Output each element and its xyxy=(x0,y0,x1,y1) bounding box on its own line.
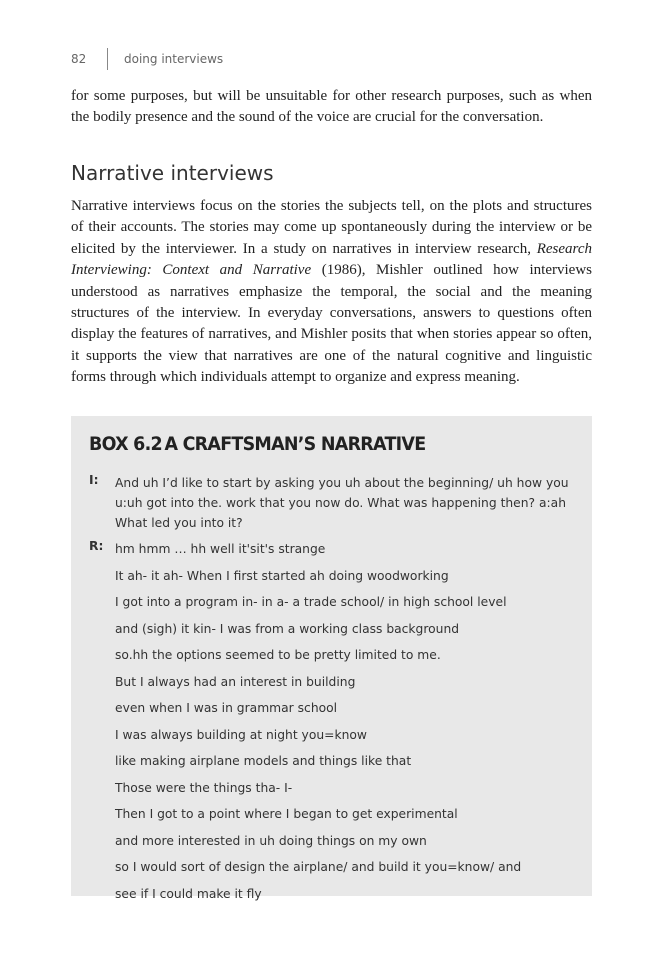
transcript-line: I got into a program in- in a- a trade school/ in high school level xyxy=(115,595,507,609)
transcript-line: hm hmm … hh well it'sit's strange xyxy=(115,542,326,556)
running-header xyxy=(71,48,223,70)
page-number: 82 xyxy=(71,52,87,66)
paragraph-text-start: Narrative interviews focus on the stories the subjects tell, on the plots and structures of their accounts. The stories may come up spontaneously during the interview or be elicited by the interviewer. In a study on narratives in interview research, xyxy=(71,198,592,257)
respondent-lines xyxy=(115,539,521,910)
running-title: doing interviews xyxy=(124,52,224,66)
transcript-line: see if I could make it fly xyxy=(115,886,262,901)
transcript-line: so I would sort of design the airplane/ and build it you=know/ and xyxy=(115,860,522,874)
transcript-line: It ah- it ah- When I first started ah doing woodworking xyxy=(115,568,449,583)
transcript-line: Then I got to a point where I began to get experimental xyxy=(115,807,458,821)
transcript-line: But I always had an interest in building xyxy=(115,674,356,689)
intro-paragraph: for some purposes, but will be unsuitable for other research purposes, such as when the bodily presence and the sound of the voice are crucial for the conversation. xyxy=(71,88,592,126)
speaker-label-interviewer: I: xyxy=(89,473,99,487)
transcript-line: so.hh the options seemed to be pretty limited to me. xyxy=(115,648,441,662)
respondent-turn xyxy=(89,539,574,910)
box-title-text: A CRAFTSMAN’S NARRATIVE xyxy=(164,433,426,455)
section-heading: Narrative interviews xyxy=(71,161,274,185)
cited-book-title: Research Interviewing: Context and Narrative xyxy=(71,240,592,279)
transcript-line: Those were the things tha- I- xyxy=(115,780,293,795)
transcript-line: even when I was in grammar school xyxy=(115,701,338,715)
box-title xyxy=(89,430,535,458)
transcript xyxy=(89,473,574,910)
transcript-line: and (sigh) it kin- I was from a working class background xyxy=(115,621,460,636)
header-divider xyxy=(107,48,108,70)
speaker-label-respondent: R: xyxy=(89,539,104,553)
box-number: BOX 6.2 xyxy=(89,433,162,455)
section-paragraph xyxy=(71,196,592,389)
transcript-line: like making airplane models and things like that xyxy=(115,754,412,768)
box-6-2 xyxy=(71,416,592,901)
interviewer-text: And uh I’d like to start by asking you uh about the beginning/ uh how you u:uh got into the. work that you now do. What was happening then? a:ah What led you into it? xyxy=(115,476,569,530)
interviewer-turn xyxy=(89,473,574,533)
paragraph-text-end: (1986), Mishler outlined how interviews understood as narratives emphasize the temporal, the social and the meaning structures of the interview. In everyday conversations, answers to questions often display the features of narratives, and Mishler posits that when stories appear so often, it supports the view that narratives are one of the natural cognitive and linguistic forms through which individuals attempt to organize and express meaning. xyxy=(71,262,592,386)
transcript-line: and more interested in uh doing things on my own xyxy=(115,833,427,848)
transcript-line: I was always building at night you=know xyxy=(115,727,367,742)
